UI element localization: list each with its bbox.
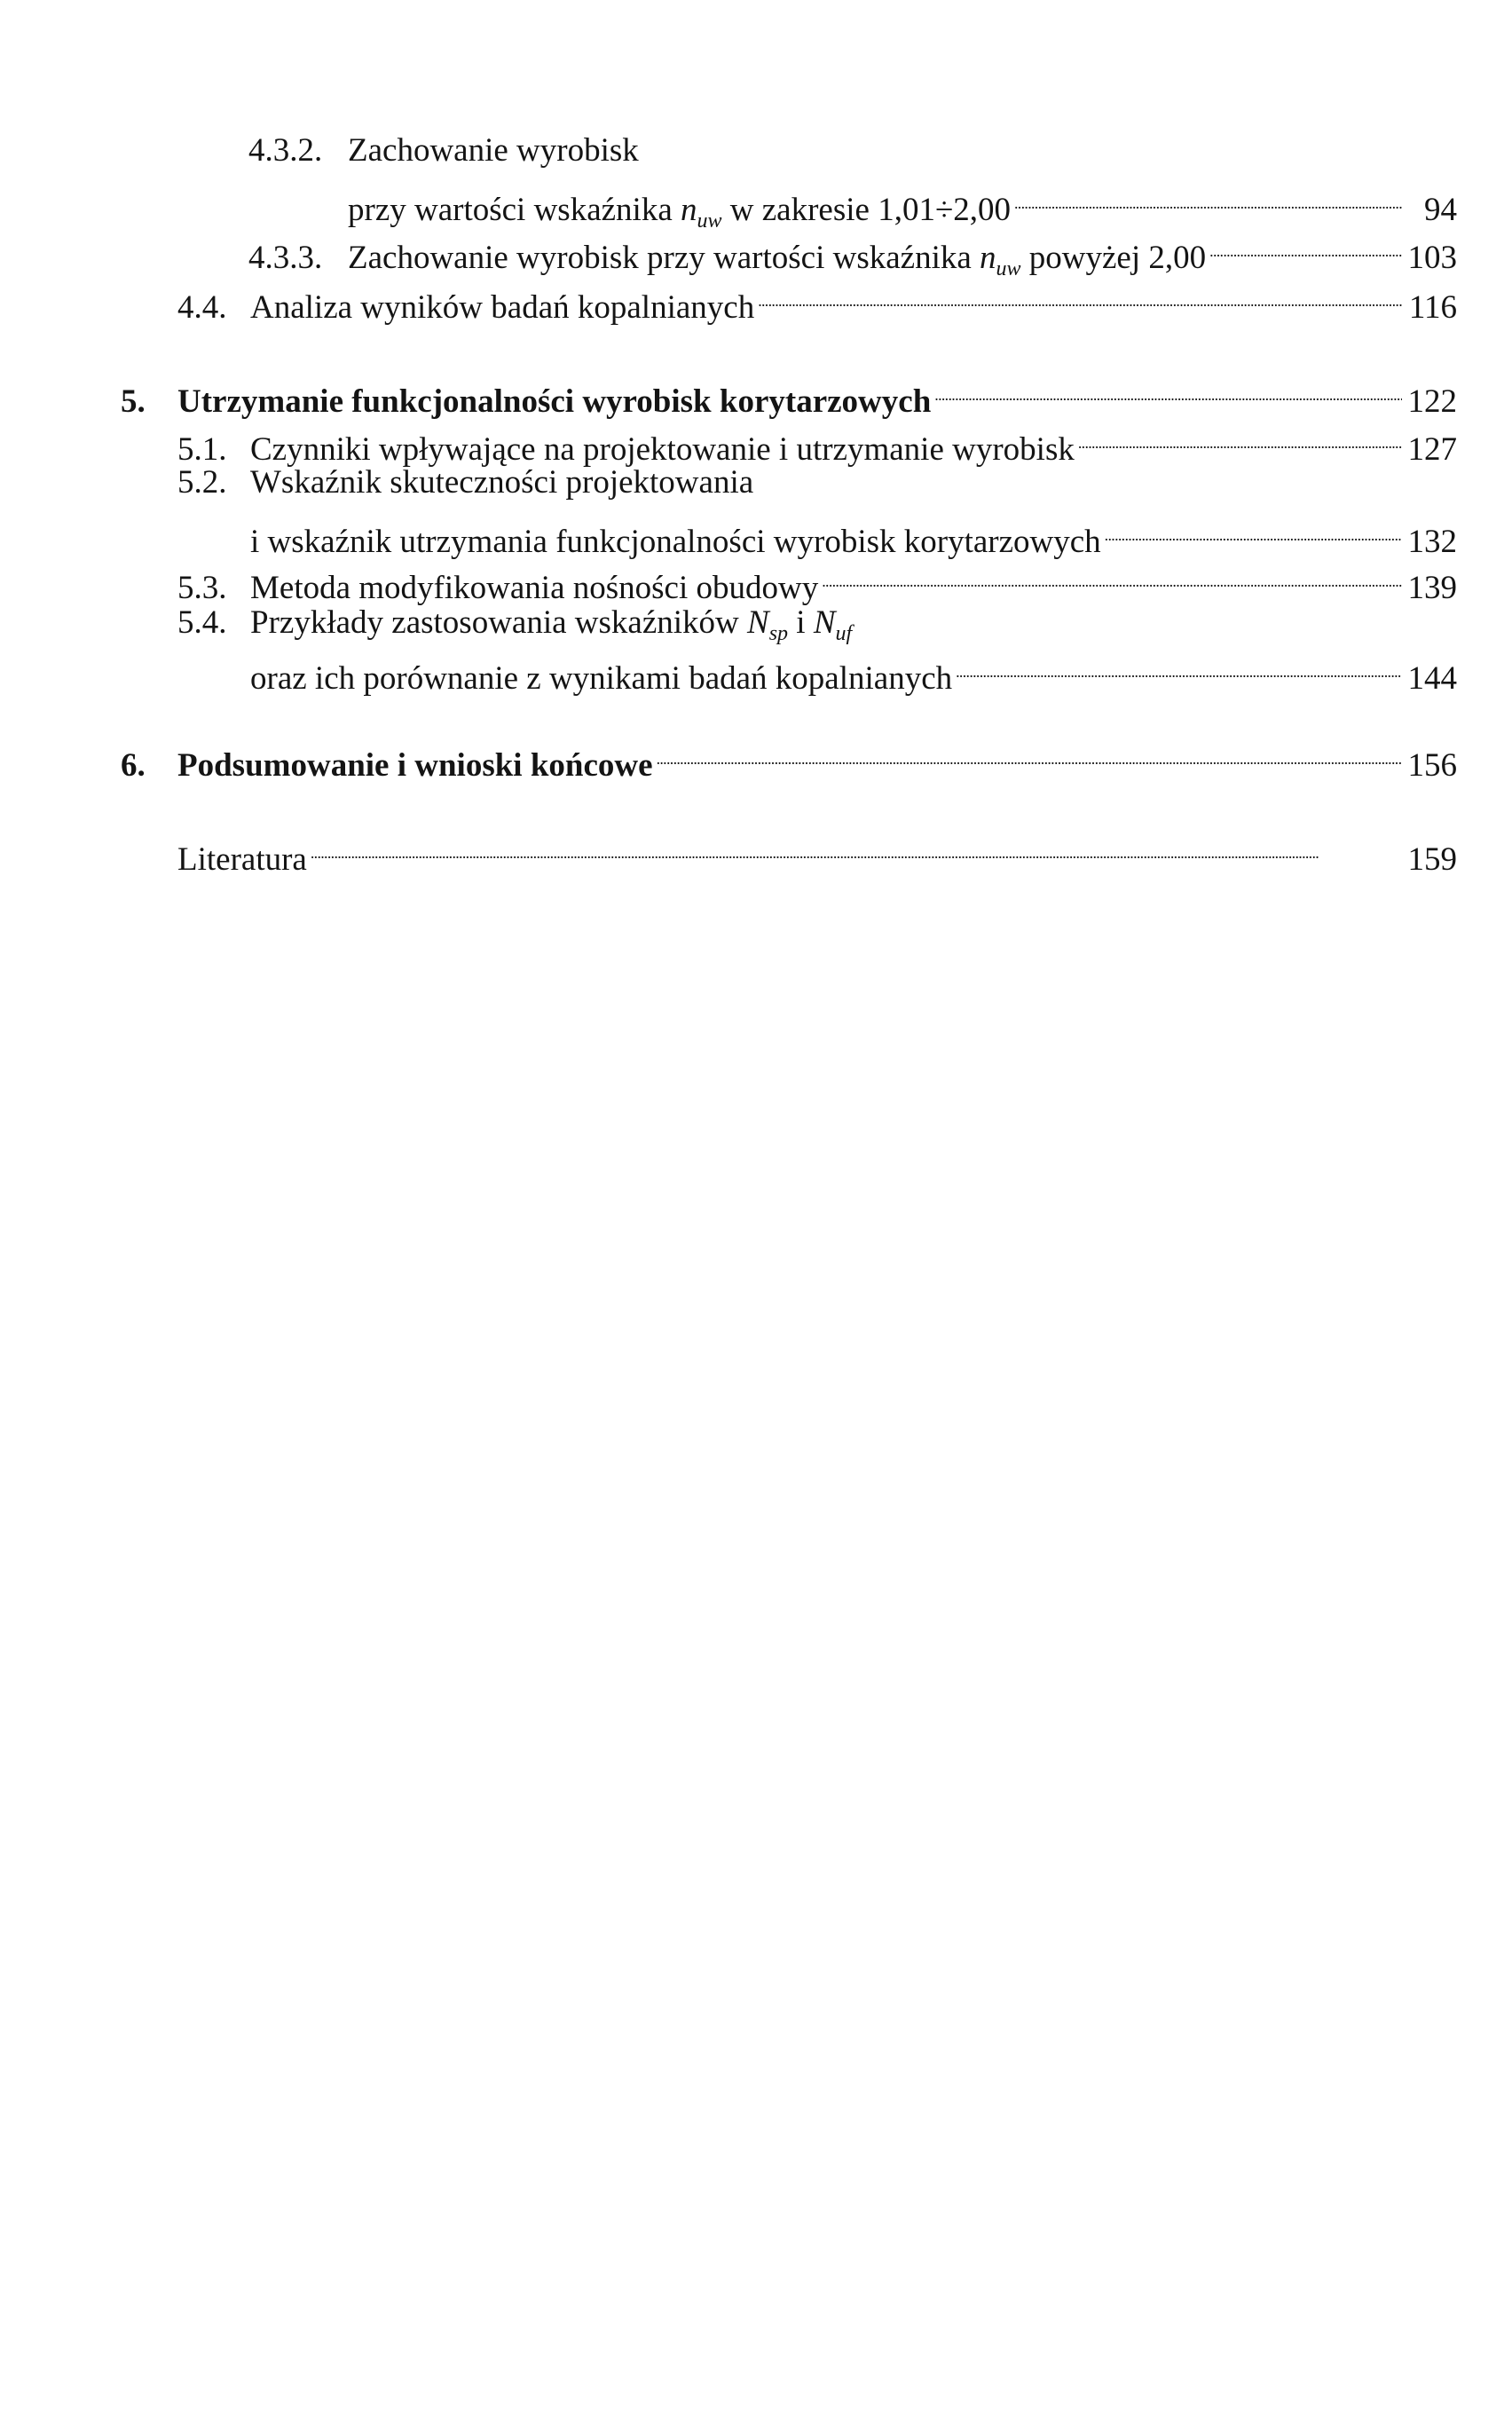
toc-entry-chapter-5[interactable] <box>121 369 1457 420</box>
toc-page-number: 116 <box>1408 289 1457 326</box>
toc-title: Czynniki wpływające na projektowanie i utrzymanie wyrobisk <box>250 431 1075 468</box>
toc-entry-5-4-line2[interactable] <box>250 646 1457 697</box>
dot-leader <box>1209 225 1402 268</box>
toc-page-number: 159 <box>1407 841 1457 878</box>
toc-title: Zachowanie wyrobisk przy wartości wskaźnika $n_{uw}$ powyżej 2,00 <box>348 240 1207 280</box>
toc-entry-literatura[interactable] <box>177 827 1457 878</box>
toc-entry-5-2-line1 <box>177 462 1457 504</box>
toc-page-number: 132 <box>1407 524 1457 560</box>
toc-number: 6. <box>121 747 146 784</box>
toc-entry-4-3-2-line2[interactable] <box>348 178 1457 233</box>
toc-title: Zachowanie wyrobisk <box>348 132 639 169</box>
toc-number: 5.2. <box>177 464 227 501</box>
toc-number: 5.1. <box>177 431 227 468</box>
toc-entry-5-2-line2[interactable] <box>250 509 1457 560</box>
toc-entry-chapter-6[interactable] <box>121 733 1457 784</box>
toc-title: Utrzymanie funkcjonalności wyrobisk korytarzowych <box>177 383 932 420</box>
toc-page-number: 156 <box>1407 747 1457 784</box>
toc-title: Wskaźnik skuteczności projektowania <box>250 464 754 501</box>
toc-title: Metoda modyfikowania nośności obudowy <box>250 570 819 606</box>
toc-entry-4-4[interactable] <box>177 275 1457 326</box>
dot-leader <box>822 556 1402 598</box>
toc-number: 4.4. <box>177 289 227 326</box>
toc-entry-5-1[interactable] <box>177 417 1457 468</box>
toc-page-number: 127 <box>1407 431 1457 468</box>
dot-leader <box>1105 509 1402 552</box>
toc-number: 5. <box>121 383 146 420</box>
dot-leader <box>311 827 1402 870</box>
toc-title: Przykłady zastosowania wskaźników $N_{sp}$ i $N_{uf}$ <box>250 604 853 645</box>
toc-title: Analiza wyników badań kopalnianych <box>250 289 755 326</box>
toc-title: i wskaźnik utrzymania funkcjonalności wyrobisk korytarzowych <box>250 524 1101 560</box>
toc-page-number: 103 <box>1407 240 1457 276</box>
dot-leader <box>934 369 1402 412</box>
toc-page-number: 144 <box>1407 660 1457 697</box>
toc-page-number: 139 <box>1407 570 1457 606</box>
toc-number: 5.4. <box>177 604 227 641</box>
toc-entry-4-3-2-line1 <box>248 130 1455 172</box>
dot-leader <box>1014 178 1402 220</box>
toc-number: 5.3. <box>177 570 227 606</box>
toc-page-number: 94 <box>1424 192 1457 228</box>
toc-title: oraz ich porównanie z wynikami badań kopalnianych <box>250 660 953 697</box>
toc-number: 4.3.2. <box>248 132 323 169</box>
toc-page-number: 122 <box>1407 383 1457 420</box>
dot-leader <box>956 646 1402 689</box>
toc-number: 4.3.3. <box>248 240 323 276</box>
toc-title: przy wartości wskaźnika $n_{uw}$ w zakresie 1,01÷2,00 <box>348 192 1011 233</box>
dot-leader <box>657 733 1402 776</box>
toc-entry-5-4-line1 <box>177 602 1457 644</box>
toc-title: Podsumowanie i wnioski końcowe <box>177 747 653 784</box>
toc-title: Literatura <box>177 841 307 878</box>
dot-leader <box>758 275 1402 318</box>
dot-leader <box>1078 417 1402 460</box>
toc-entry-4-3-3[interactable] <box>248 225 1457 280</box>
toc-entry-5-3[interactable] <box>177 556 1457 606</box>
